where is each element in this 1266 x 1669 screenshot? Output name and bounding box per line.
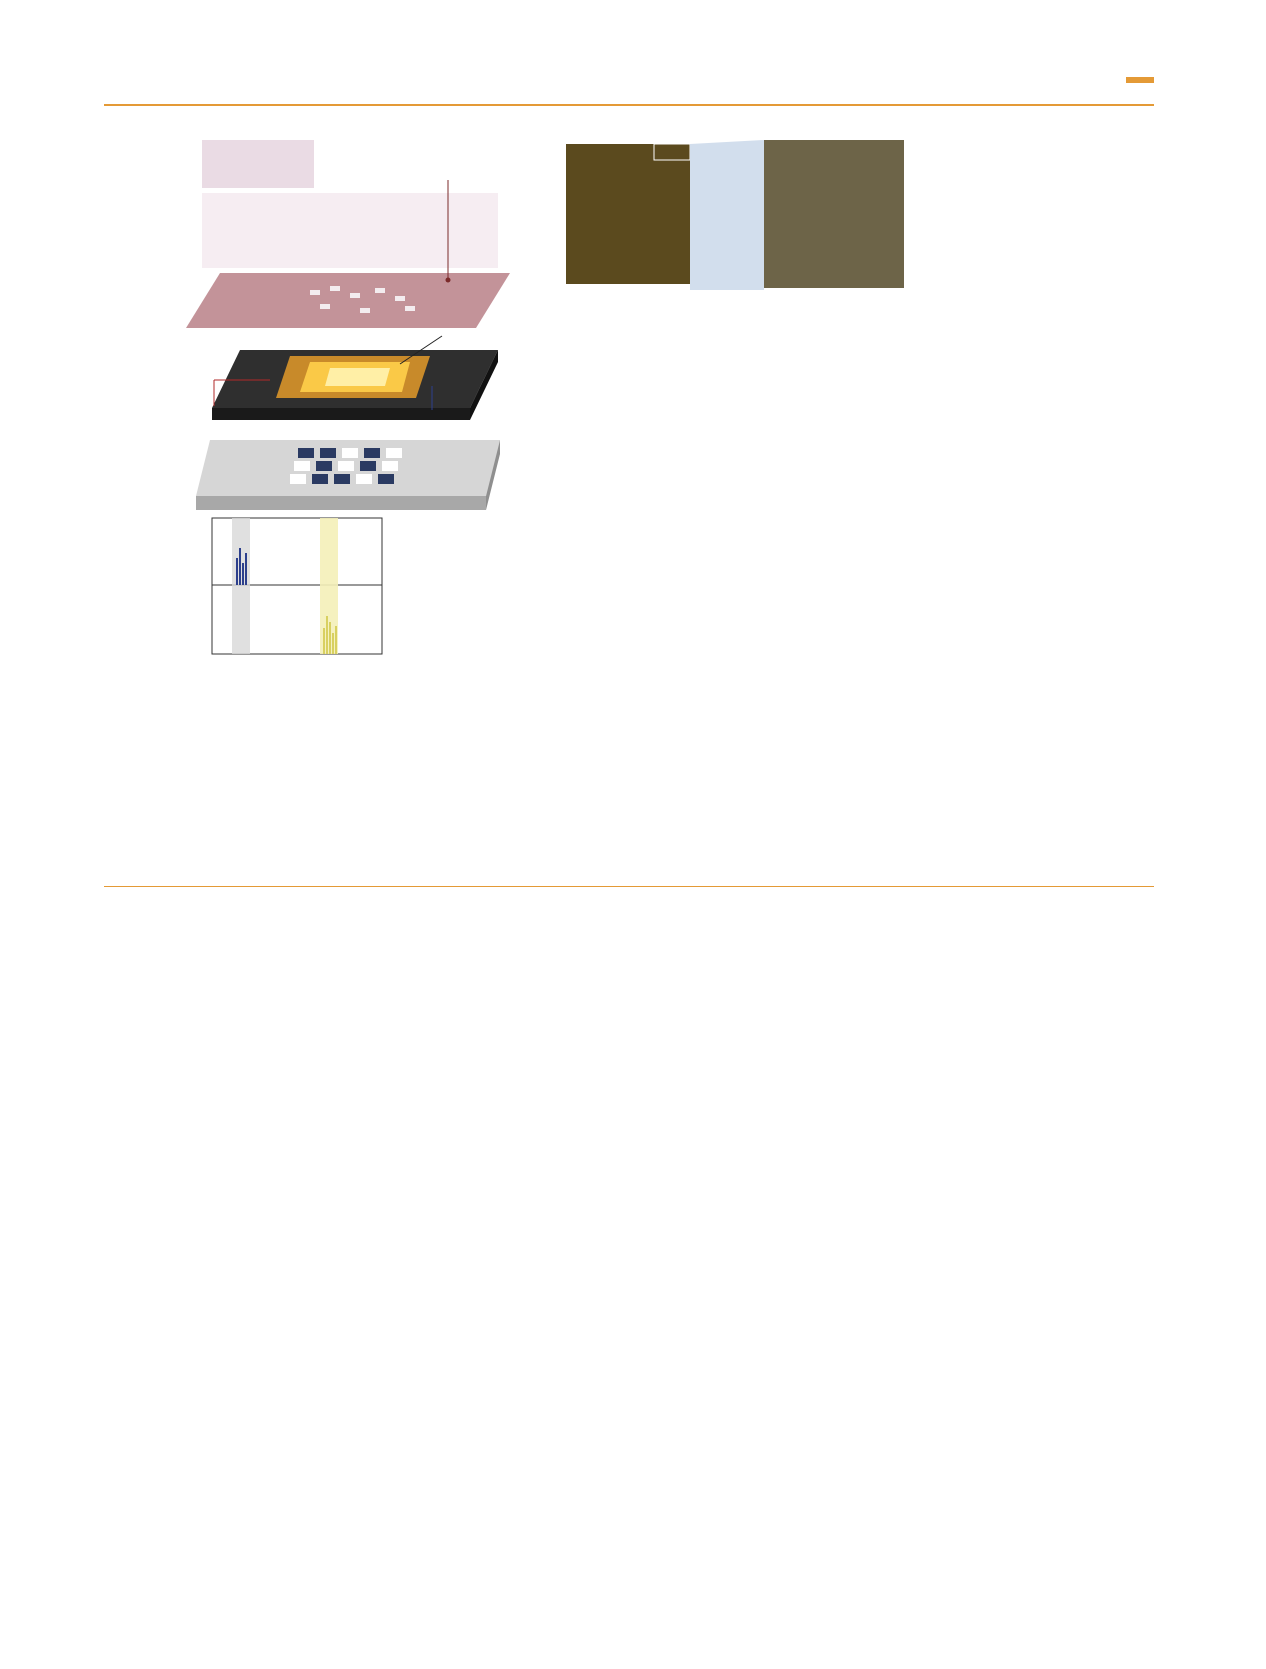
panel-d-histogram: [212, 518, 382, 654]
page-header: [104, 78, 1154, 104]
panel-a-schematic: [180, 118, 510, 510]
caption-rule: [104, 886, 1154, 887]
figure-5: [180, 118, 1100, 688]
header-rule: [104, 104, 1154, 106]
article-type-badge: [1126, 77, 1154, 83]
